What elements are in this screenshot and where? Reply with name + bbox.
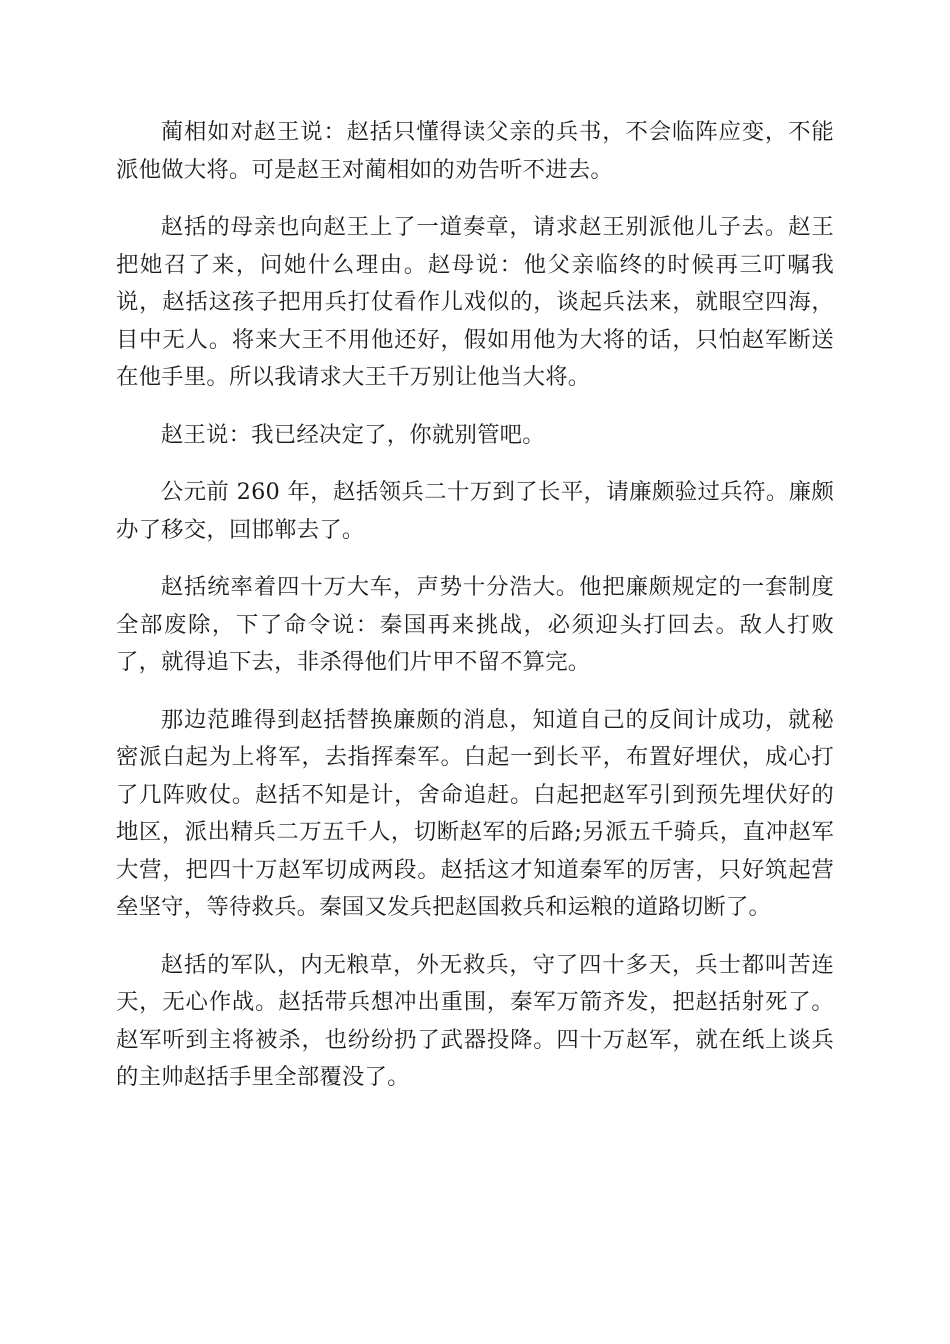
paragraph-4: 公元前 260 年，赵括领兵二十万到了长平，请廉颇验过兵符。廉颇办了移交，回邯郸去了。 [116, 479, 834, 543]
paragraph-1: 蔺相如对赵王说：赵括只懂得读父亲的兵书，不会临阵应变，不能派他做大将。可是赵王对蔺相如的劝告听不进去。 [116, 119, 834, 183]
paragraph-6: 那边范雎得到赵括替换廉颇的消息，知道自己的反间计成功，就秘密派白起为上将军，去指挥秦军。白起一到长平，布置好埋伏，成心打了几阵败仗。赵括不知是计，舍命追赶。白起把赵军引到预先埋伏好的地区，派出精兵二万五千人，切断赵军的后路;另派五千骑兵，直冲赵军大营，把四十万赵军切成两段。赵括这才知道秦军的厉害，只好筑起营垒坚守，等待救兵。秦国又发兵把赵国救兵和运粮的道路切断了。 [116, 706, 834, 920]
document-body [116, 114, 834, 1117]
paragraph-7: 赵括的军队，内无粮草，外无救兵，守了四十多天，兵士都叫苦连天，无心作战。赵括带兵想冲出重围，秦军万箭齐发，把赵括射死了。赵军听到主将被杀，也纷纷扔了武器投降。四十万赵军，就在纸上谈兵的主帅赵括手里全部覆没了。 [116, 951, 834, 1090]
paragraph-5: 赵括统率着四十万大车，声势十分浩大。他把廉颇规定的一套制度全部废除，下了命令说：秦国再来挑战，必须迎头打回去。敌人打败了，就得追下去，非杀得他们片甲不留不算完。 [116, 574, 834, 675]
paragraph-3: 赵王说：我已经决定了，你就别管吧。 [160, 421, 545, 448]
paragraph-2: 赵括的母亲也向赵王上了一道奏章，请求赵王别派他儿子去。赵王把她召了来，问她什么理由。赵母说：他父亲临终的时候再三叮嘱我说，赵括这孩子把用兵打仗看作儿戏似的，谈起兵法来，就眼空四海，目中无人。将来大王不用他还好，假如用他为大将的话，只怕赵军断送在他手里。所以我请求大王千万别让他当大将。 [116, 214, 834, 390]
